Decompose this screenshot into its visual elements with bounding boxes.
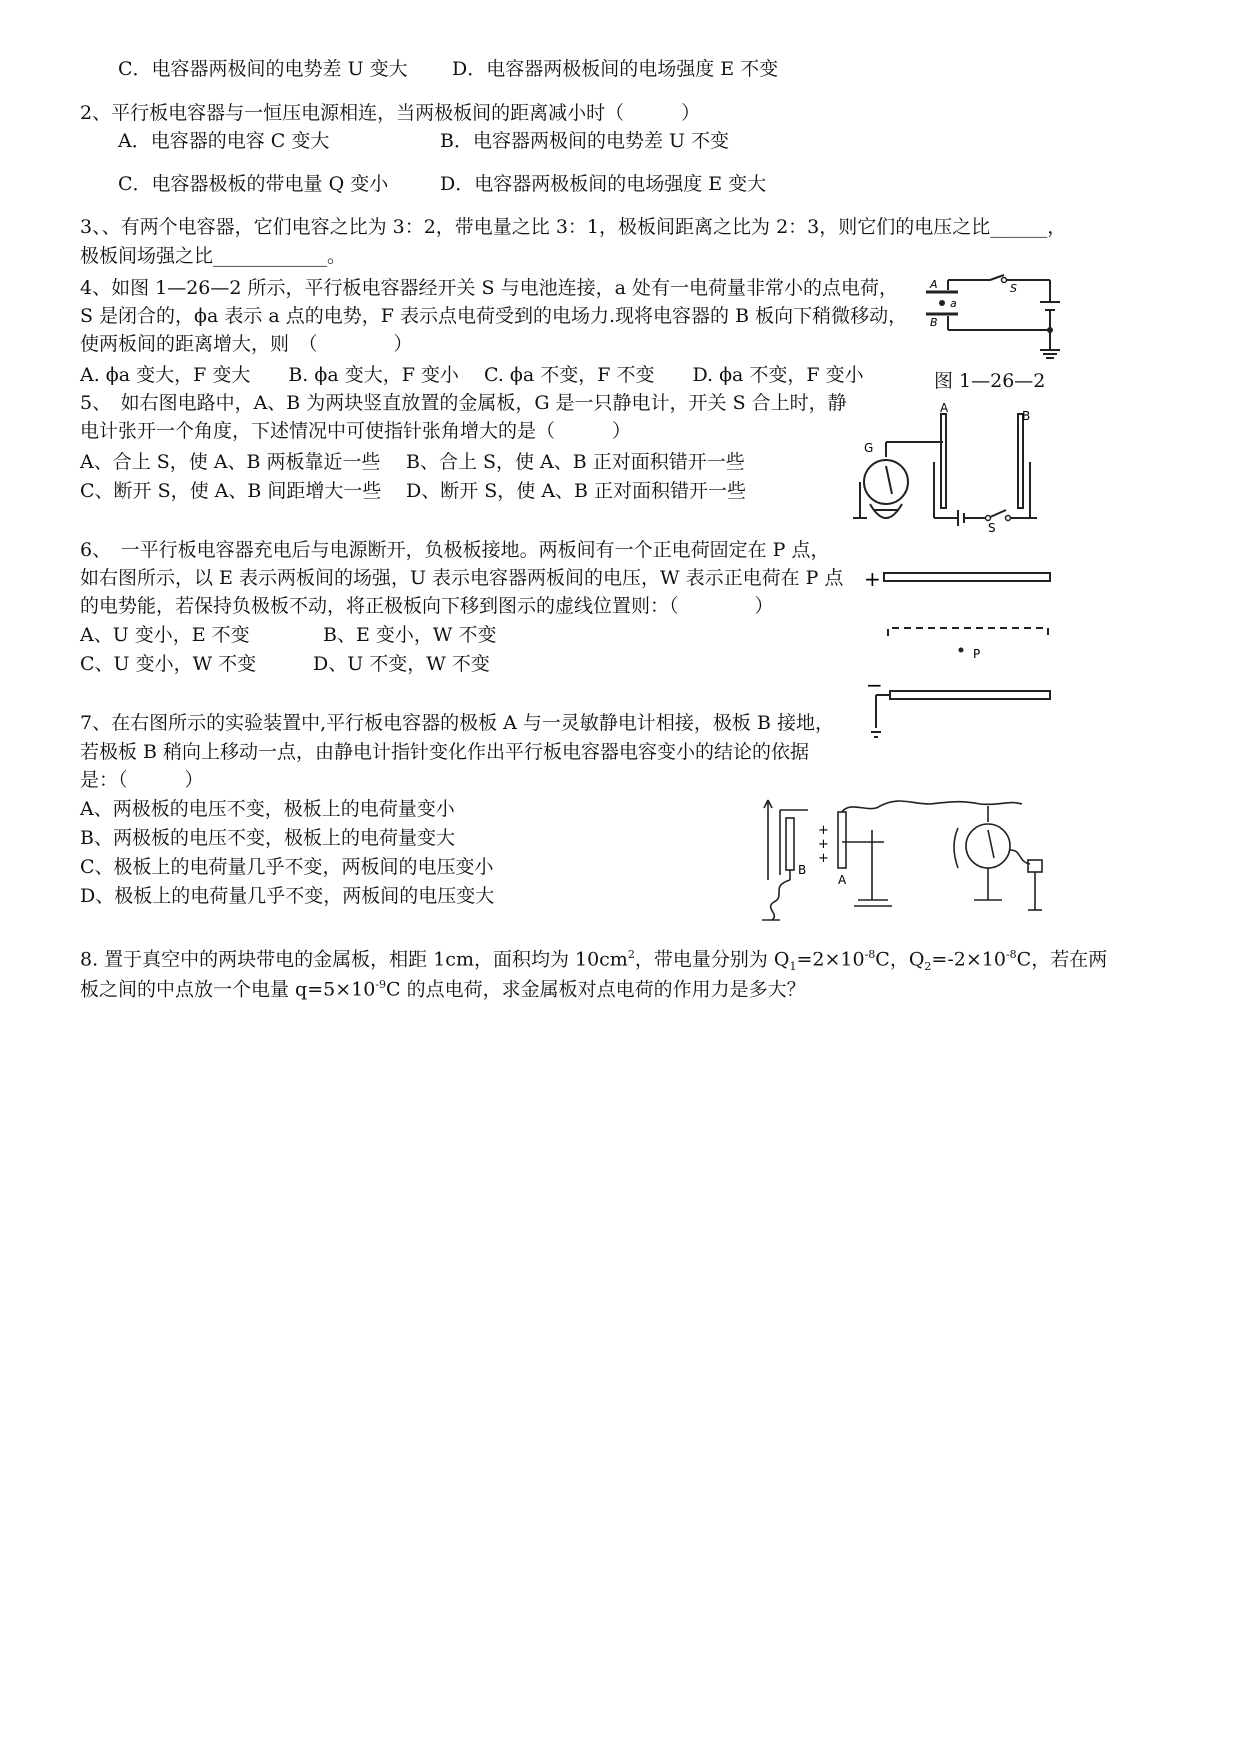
q7-experiment-figure (760, 790, 1070, 925)
q8-line-1: 8. 置于真空中的两块带电的金属板，相距 1cm，面积均为 $10cm^2$，带电量分别为 $Q_1=2\times 10^{-8}C$，$Q_2=-2\times 10^{-8}C$，若在两 (80, 948, 1108, 974)
q4-fig-label-a-plate: A (930, 278, 938, 291)
q2-option-d: D．电容器两极板间的电场强度 E 变大 (440, 173, 767, 195)
q7-fig-label-a: A (838, 873, 847, 887)
q2-option-a: A．电容器的电容 C 变大 (118, 130, 330, 152)
q7-fig-label-b: B (798, 863, 807, 877)
q4-fig-label-switch: S (1010, 282, 1017, 295)
q2-stem: 2、平行板电容器与一恒压电源相连，当两极板间的距离减小时（ ） (80, 102, 701, 124)
q5-option-d: D、断开 S，使 A、B 正对面积错开一些 (406, 480, 747, 502)
q7-option-b: B、两极板的电压不变，极板上的电荷量变大 (80, 827, 455, 849)
svg-text:+: + (818, 851, 829, 866)
q6-option-a: A、U 变小，E 不变 (80, 624, 250, 646)
q7-line-1: 7、在右图所示的实验装置中,平行板电容器的极板 A 与一灵敏静电计相接，极板 B 接地， (80, 712, 834, 734)
q5-option-a: A、合上 S，使 A、B 两板靠近一些 (80, 451, 381, 473)
q6-line-1: 6、 一平行板电容器充电后与电源断开，负极板接地。两板间有一个正电荷固定在 P 点， (80, 539, 830, 561)
q5-line-1: 5、 如右图电路中，A、B 为两块竖直放置的金属板，G 是一只静电计，开关 S 合上时，静 (80, 392, 847, 414)
q5-fig-label-s: S (988, 521, 996, 535)
q2-option-b: B．电容器两极间的电势差 U 不变 (440, 130, 730, 152)
q6-line-2: 如右图所示，以 E 表示两板间的场强，U 表示电容器两板间的电压，W 表示正电荷在 P 点 (80, 567, 844, 589)
q-prev-option-c: C．电容器两极间的电势差 U 变大 (118, 58, 408, 80)
q4-line-3: 使两板间的距离增大，则 （ ） (80, 333, 413, 355)
q6-fig-label-p: P (973, 647, 981, 661)
q4-options: A. ϕa 变大，F 变大 B. ϕa 变大，F 变小 C. ϕa 不变，F 不变 D. ϕa 不变，F 变小 (80, 364, 864, 386)
q7-option-a: A、两极板的电压不变，极板上的电荷量变小 (80, 798, 455, 820)
q6-fig-label-minus: − (866, 673, 883, 697)
svg-text:+: + (818, 823, 829, 838)
svg-text:+: + (818, 837, 829, 852)
q4-fig-label-b-plate: B (930, 316, 938, 329)
q6-line-3: 的电势能，若保持负极板不动，将正极板向下移到图示的虚线位置则：（ ） (80, 595, 774, 617)
q5-fig-label-a: A (940, 402, 949, 415)
q6-option-c: C、U 变小，W 不变 (80, 653, 257, 675)
q-prev-option-d: D．电容器两极板间的电场强度 E 不变 (452, 58, 779, 80)
q4-figure-caption: 图 1—26—2 (934, 370, 1046, 392)
q3-line-1: 3、、有两个电容器，它们电容之比为 3：2，带电量之比 3：1，极板间距离之比为 2：3，则它们的电压之比______， (80, 216, 1067, 238)
q6-capacitor-figure (858, 560, 1058, 750)
q5-option-b: B、合上 S，使 A、B 正对面积错开一些 (406, 451, 745, 473)
q4-line-2: S 是闭合的，ϕa 表示 a 点的电势，F 表示点电荷受到的电场力.现将电容器的 B 板向下稍微移动， (80, 305, 908, 327)
q4-fig-label-point: a (950, 297, 957, 310)
q3-line-2: 极板间场强之比____________。 (80, 245, 347, 267)
q4-line-1: 4、如图 1—26—2 所示，平行板电容器经开关 S 与电池连接，a 处有一电荷量非常小的点电荷， (80, 277, 898, 299)
q5-option-c: C、断开 S，使 A、B 间距增大一些 (80, 480, 382, 502)
q7-option-d: D、极板上的电荷量几乎不变，两板间的电压变大 (80, 885, 495, 907)
q6-option-b: B、E 变小，W 不变 (323, 624, 497, 646)
q2-option-c: C．电容器极板的带电量 Q 变小 (118, 173, 389, 195)
q5-electrometer-circuit-figure (848, 402, 1048, 537)
q7-line-2: 若极板 B 稍向上移动一点，由静电计指针变化作出平行板电容器电容变小的结论的依据 (80, 741, 810, 763)
q6-option-d: D、U 不变，W 不变 (313, 653, 490, 675)
q5-line-2: 电计张开一个角度，下述情况中可使指针张角增大的是（ ） (80, 420, 632, 442)
q5-fig-label-b: B (1022, 409, 1031, 423)
q6-fig-label-plus: + (864, 567, 881, 591)
q5-fig-label-g: G (864, 441, 874, 455)
q8-line-2: 板之间的中点放一个电量 $q=5\times 10^{-9}C$ 的点电荷，求金属板对点电荷的作用力是多大？ (80, 978, 806, 1001)
q7-option-c: C、极板上的电荷量几乎不变，两板间的电压变小 (80, 856, 494, 878)
q4-circuit-figure (918, 268, 1068, 363)
q7-line-3: 是：（ ） (80, 769, 204, 791)
